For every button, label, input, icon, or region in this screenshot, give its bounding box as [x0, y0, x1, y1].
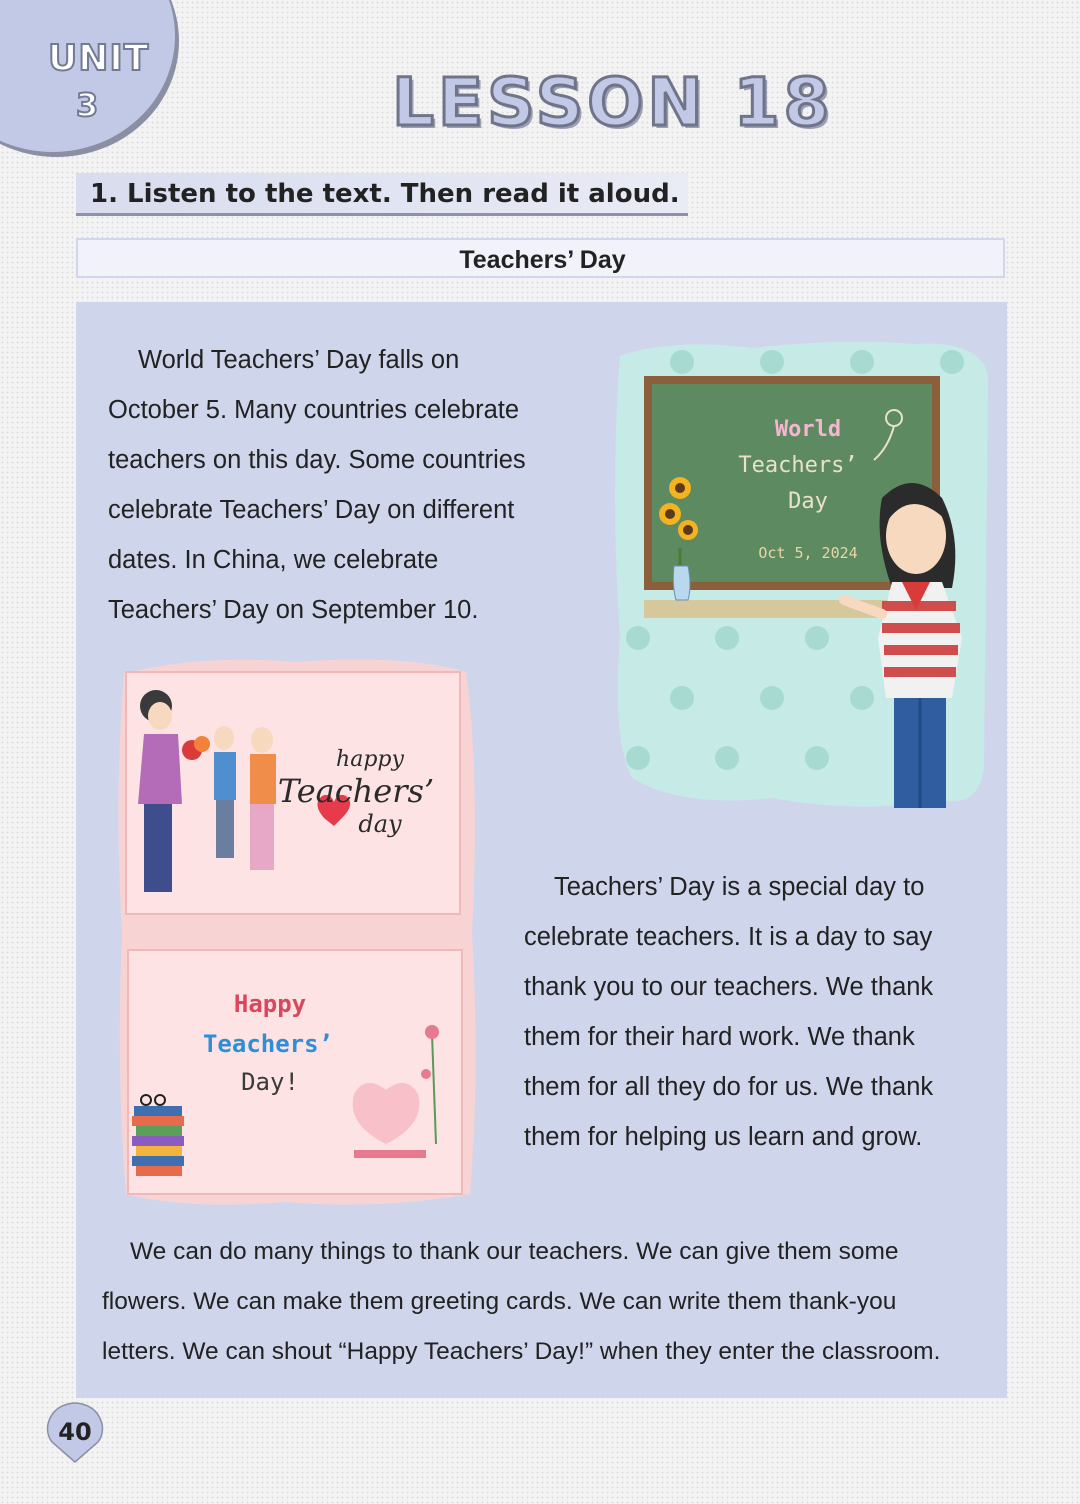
greeting-cards-illustration	[116, 654, 480, 1210]
text-line: celebrate teachers. It is a day to say	[524, 923, 933, 951]
blackboard-line-3: Day	[788, 489, 828, 514]
card-top-day: day	[358, 810, 402, 838]
text-line: celebrate Teachers’ Day on different	[108, 496, 515, 524]
text-line: thank you to our teachers. We thank	[524, 973, 934, 1001]
blackboard-illustration	[612, 338, 992, 814]
card-top-happy: happy	[336, 747, 404, 772]
unit-number: 3	[76, 86, 99, 124]
paragraph-2	[524, 862, 1004, 1162]
unit-label: UNIT	[48, 38, 150, 79]
text-line: dates. In China, we celebrate	[108, 546, 439, 574]
text-line: flowers. We can make them greeting cards. We can write them thank-you	[102, 1288, 897, 1315]
text-line: Teachers’ Day is a special day to	[554, 873, 925, 901]
text-title-bar	[76, 238, 1005, 278]
paragraph-1	[108, 335, 578, 635]
text-title: Teachers’ Day	[459, 246, 626, 274]
text-line: them for their hard work. We thank	[524, 1023, 915, 1051]
page-number: 40	[58, 1418, 92, 1446]
text-line: them for helping us learn and grow.	[524, 1123, 923, 1151]
card-bottom-day: Day!	[241, 1068, 299, 1096]
text-line: teachers on this day. Some countries	[108, 446, 526, 474]
text-line: We can do many things to thank our teachers. We can give them some	[130, 1238, 899, 1265]
paragraph-3	[102, 1227, 1007, 1377]
books-icon	[132, 1095, 184, 1176]
text-line: Teachers’ Day on September 10.	[108, 596, 479, 624]
card-bottom-happy: Happy	[233, 990, 307, 1018]
text-line: October 5. Many countries celebrate	[108, 396, 520, 424]
lesson-title: LESSON 18	[392, 64, 834, 141]
blackboard-date: Oct 5, 2024	[758, 544, 858, 562]
blackboard-line-1: World	[774, 417, 842, 442]
instruction-bar	[76, 173, 688, 216]
text-line: them for all they do for us. We thank	[524, 1073, 934, 1101]
card-bottom-teachers: Teachers’	[202, 1030, 334, 1058]
text-line: World Teachers’ Day falls on	[138, 346, 460, 374]
instruction-text: 1. Listen to the text. Then read it aloud.	[90, 179, 680, 209]
text-line: letters. We can shout “Happy Teachers’ Day!” when they enter the classroom.	[102, 1338, 941, 1365]
blackboard-line-2: Teachers’	[738, 453, 858, 478]
card-top-teachers: Teachers’	[277, 772, 435, 810]
